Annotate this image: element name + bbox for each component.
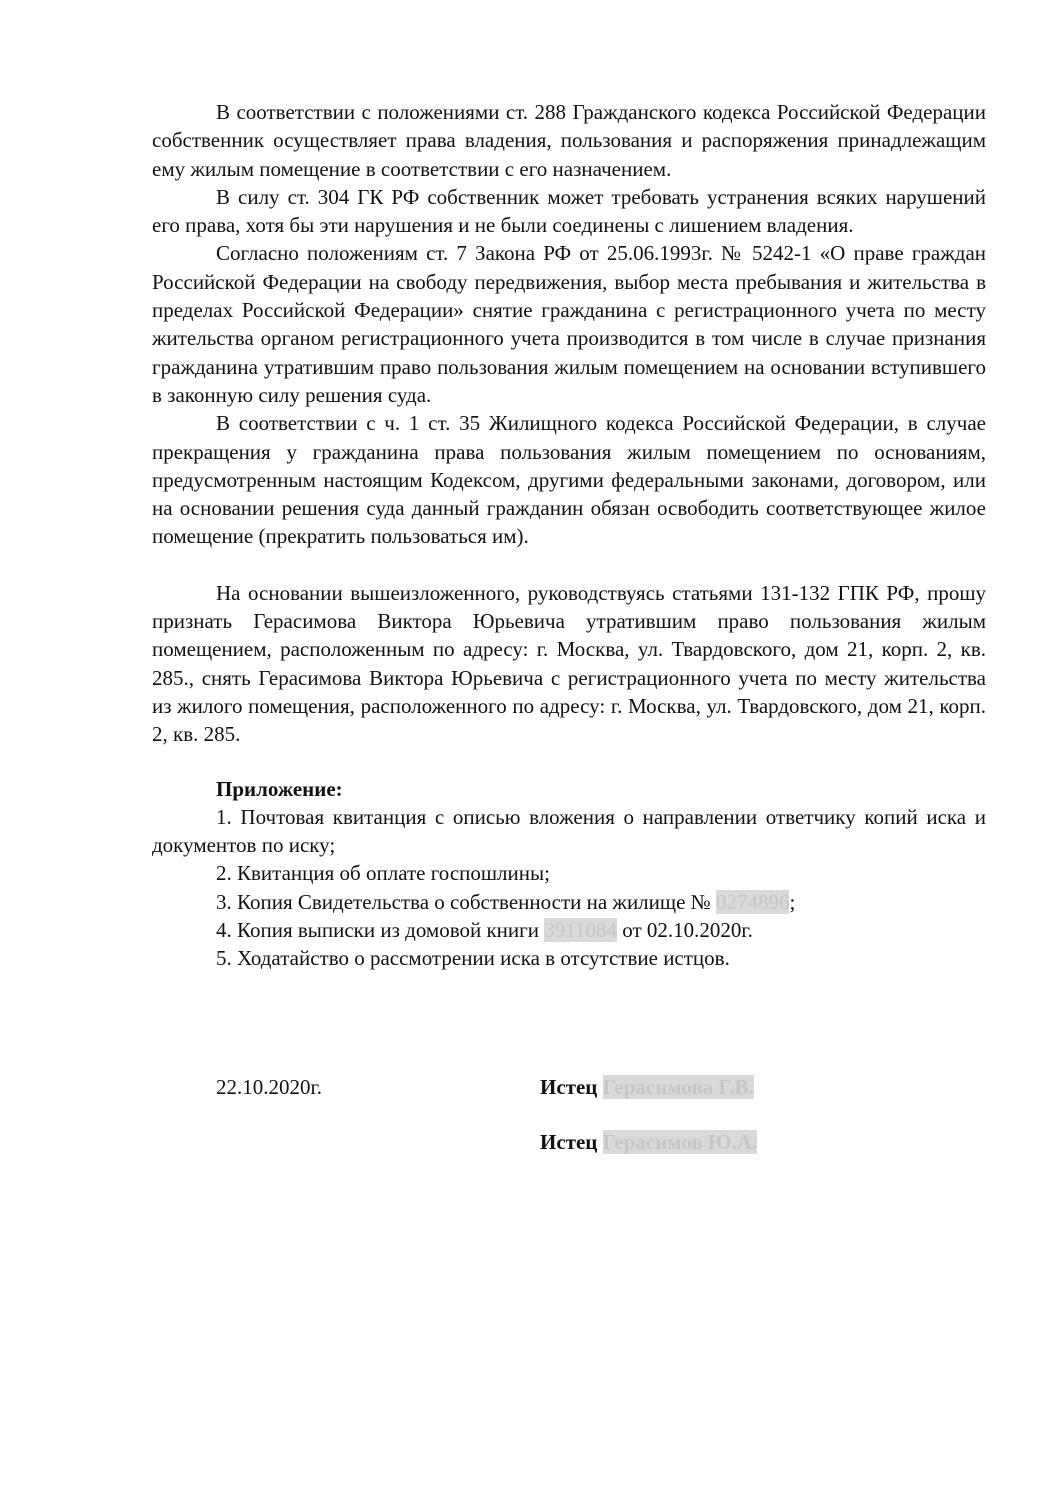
attachment-item-3-text: 3. Копия Свидетельства о собственности на жилище № (216, 889, 716, 914)
attachment-item-4-end: от 02.10.2020г. (617, 918, 753, 943)
spacer (152, 973, 986, 1073)
attachment-item-1: 1. Почтовая квитанция с описью вложения о направлении ответчику копий иска и документов по иску; (152, 804, 986, 858)
signature-block (152, 1073, 986, 1193)
plaintiff-label: Истец (540, 1074, 598, 1099)
document-page (152, 98, 986, 1193)
redacted-plaintiff-2-name: Герасимов Ю.А. (602, 1129, 758, 1154)
paragraph-article-304: В силу ст. 304 ГК РФ собственник может требовать устранения всяких нарушений его права, хотя бы эти нарушения и не были соединены с лишением владения. (152, 184, 986, 238)
redacted-house-book-number: 3911084 (544, 918, 617, 943)
attachment-item-2: 2. Квитанция об оплате госпошлины; (216, 861, 550, 886)
redacted-plaintiff-1-name: Герасимова Г.В. (602, 1074, 754, 1099)
attachment-item-3 (152, 888, 986, 916)
paragraph-article-35: В соответствии с ч. 1 ст. 35 Жилищного кодекса Российской Федерации, в случае прекращения у гражданина права пользования жилым помещением по основаниям, предусмотренным настоящим Кодексом, другими федеральными законами, договором, или на основании решения суда данный гражданин обязан освободить соответствующее жилое помещение (прекратить пользоваться им). (152, 411, 986, 549)
attachment-item-3-end: ; (789, 889, 796, 914)
paragraph-law-5242-1: Согласно положениям ст. 7 Закона РФ от 25.06.1993г. № 5242-1 «О праве граждан Российской Федерации на свободу передвижения, выбор места пребывания и жительства в пределах Российской Федерации» снятие гражданина с регистрационного учета по месту жительства органом регистрационного учета производится в том числе в случае признания гражданина утратившим право пользования жилым помещением на основании вступившего в законную силу решения суда. (152, 241, 986, 407)
attachments-heading: Приложение: (216, 776, 343, 801)
signature-date: 22.10.2020г. (216, 1074, 322, 1099)
paragraph-article-288: В соответствии с положениями ст. 288 Гражданского кодекса Российской Федерации собственник осуществляет права владения, пользования и распоряжения принадлежащим ему жилым помещение в соответствии с его назначением. (152, 100, 986, 181)
attachment-item-5: 5. Ходатайство о рассмотрении иска в отсутствие истцов. (216, 946, 730, 971)
plaintiff-label: Истец (540, 1129, 598, 1154)
plaintiff-1-signature (540, 1073, 754, 1101)
plaintiff-2-signature (540, 1128, 757, 1156)
spacer (152, 749, 986, 775)
attachment-item-4-text: 4. Копия выписки из домовой книги (216, 918, 545, 943)
spacer (152, 551, 986, 579)
attachment-item-4 (152, 916, 986, 944)
request-paragraph: На основании вышеизложенного, руководствуясь статьями 131-132 ГПК РФ, прошу признать Герасимова Виктора Юрьевича утратившим право пользования жилым помещением, расположенным по адресу: г. Москва, ул. Твардовского, дом 21, корп. 2, кв. 285., снять Герасимова Виктора Юрьевича с регистрационного учета по месту жительства из жилого помещения, расположенного по адресу: г. Москва, ул. Твардовского, дом 21, корп. 2, кв. 285. (152, 580, 986, 747)
redacted-certificate-number: 0274896 (715, 889, 790, 914)
